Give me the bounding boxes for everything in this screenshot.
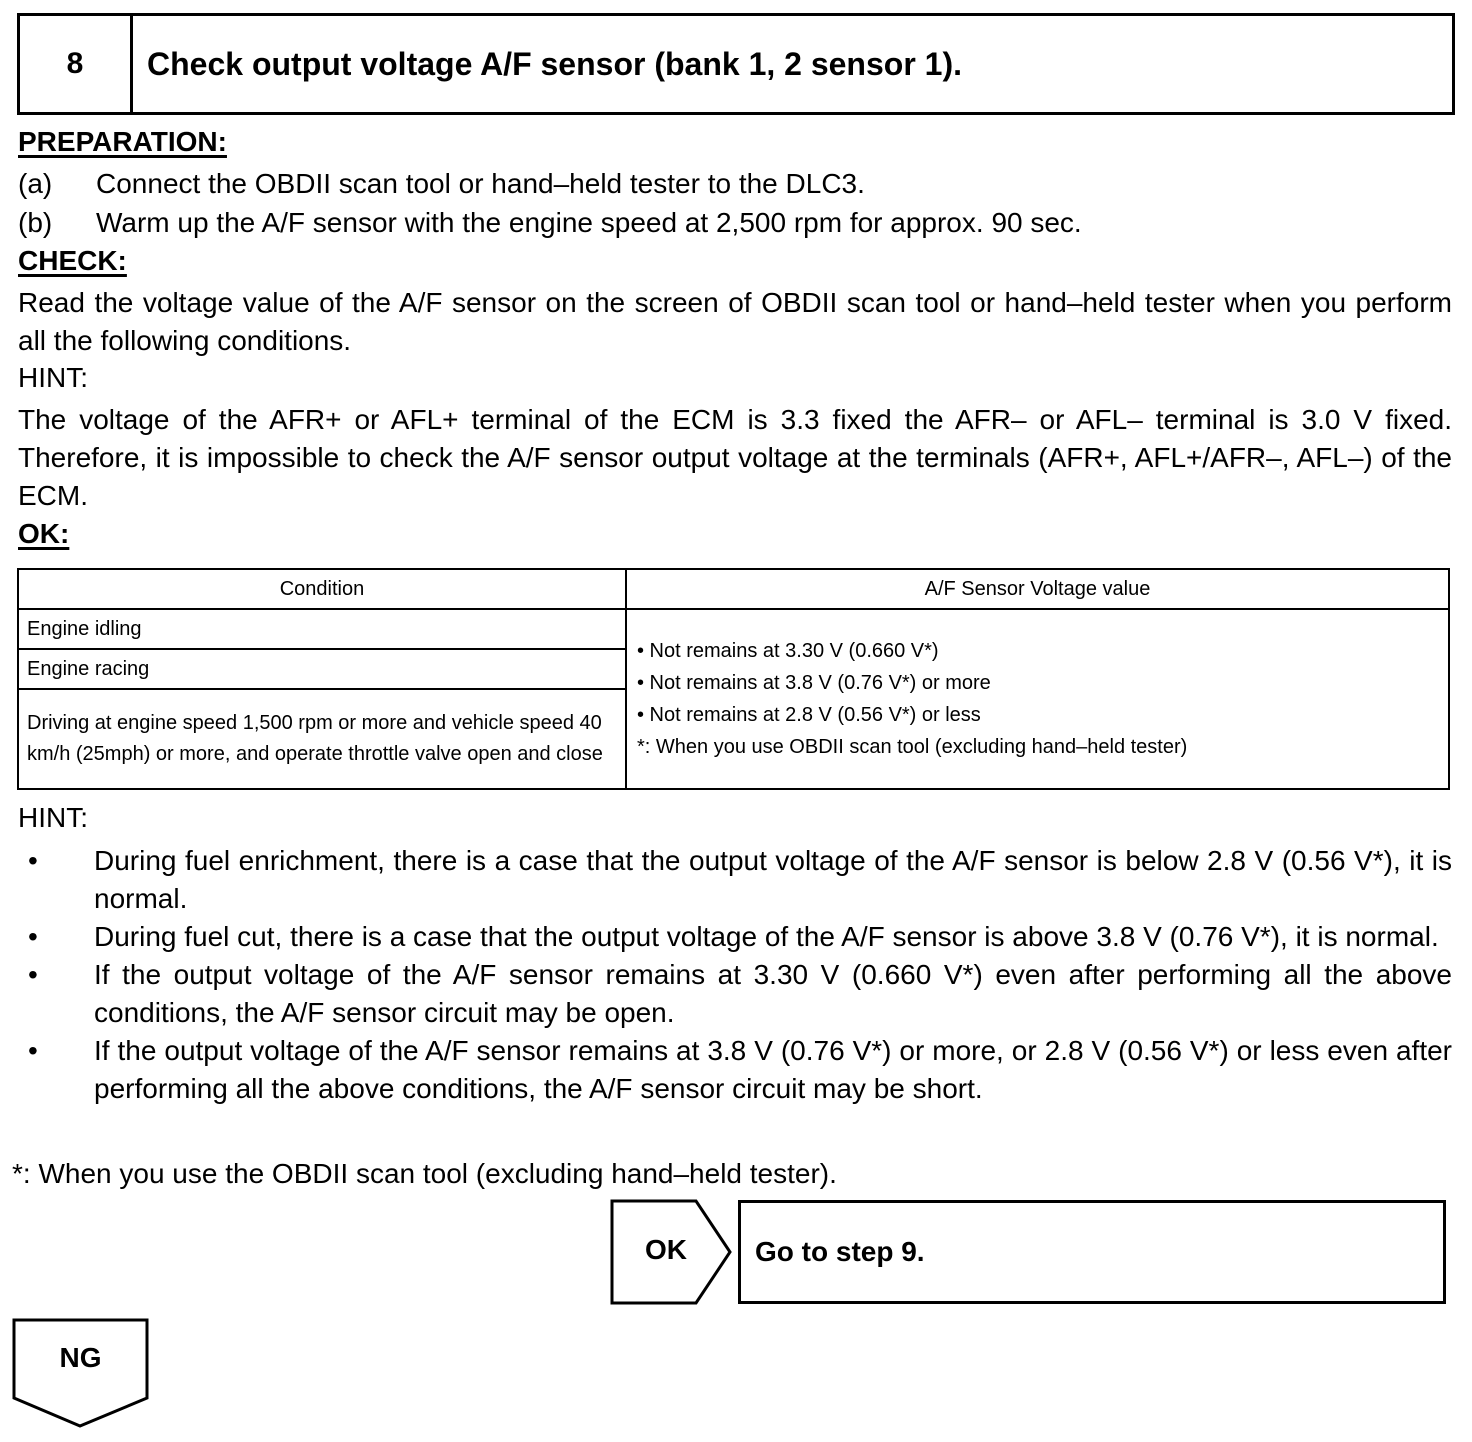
preparation-item-b xyxy=(18,207,1082,239)
bullet-icon: • xyxy=(28,921,38,952)
ok-table xyxy=(17,568,1450,790)
voltage-line: • Not remains at 3.8 V (0.76 V*) or more xyxy=(637,672,991,694)
bullet-icon: • xyxy=(28,959,38,990)
check-text: Read the voltage value of the A/F sensor on the screen of OBDII scan tool or hand–held tester when you perform all the following conditions. xyxy=(18,287,1452,356)
list-item: • During fuel enrichment, there is a case that the output voltage of the A/F sensor is below 2.8 V (0.56 V*), it is normal. xyxy=(18,842,1452,918)
down-arrow-icon xyxy=(12,1318,152,1430)
ok-result-box: Go to step 9. xyxy=(738,1200,1446,1304)
preparation-heading: PREPARATION: xyxy=(18,126,227,157)
item-label: (b) xyxy=(18,207,53,238)
check-hint-text: The voltage of the AFR+ or AFL+ terminal of the ECM is 3.3 fixed the AFR– or AFL– terminal is 3.0 V fixed. Therefore, it is impossible to check the A/F sensor output voltage at the terminals (AFR+, AFL+/AFR–, AFL–) of the ECM. xyxy=(18,404,1452,511)
bullet-icon: • xyxy=(28,1035,38,1066)
column-header-voltage: A/F Sensor Voltage value xyxy=(626,569,1449,609)
list-item: • During fuel cut, there is a case that the output voltage of the A/F sensor is above 3.8 V (0.76 V*), it is normal. xyxy=(18,918,1452,956)
check-hint-label: HINT: xyxy=(18,362,88,393)
voltage-footnote: *: When you use OBDII scan tool (excluding hand–held tester) xyxy=(637,736,1188,758)
hint-list xyxy=(18,842,1452,1108)
table-row xyxy=(18,609,1449,649)
item-text: Warm up the A/F sensor with the engine speed at 2,500 rpm for approx. 90 sec. xyxy=(96,207,1082,238)
column-header-condition: Condition xyxy=(18,569,626,609)
item-label: (a) xyxy=(18,168,53,199)
preparation-item-a xyxy=(18,168,865,200)
ok-label: OK xyxy=(645,1234,687,1265)
list-item: • If the output voltage of the A/F sensor remains at 3.30 V (0.660 V*) even after performing all the above conditions, the A/F sensor circuit may be open. xyxy=(18,956,1452,1032)
step-header xyxy=(17,13,1455,115)
voltage-cell xyxy=(626,609,1449,789)
voltage-line: • Not remains at 2.8 V (0.56 V*) or less xyxy=(637,704,981,726)
table-header-row xyxy=(18,569,1449,609)
condition-cell: Driving at engine speed 1,500 rpm or more and vehicle speed 40 km/h (25mph) or more, and operate throttle valve open and close xyxy=(18,689,626,789)
ng-arrow xyxy=(12,1318,152,1430)
ok-heading: OK: xyxy=(18,518,70,549)
voltage-line: • Not remains at 3.30 V (0.660 V*) xyxy=(637,640,939,662)
ng-label: NG xyxy=(59,1342,102,1373)
item-text: Connect the OBDII scan tool or hand–held tester to the DLC3. xyxy=(96,168,865,199)
condition-cell: Engine idling xyxy=(18,609,626,649)
bullet-icon: • xyxy=(28,845,38,876)
step-number: 8 xyxy=(20,16,133,112)
footnote: *: When you use the OBDII scan tool (excluding hand–held tester). xyxy=(12,1158,837,1189)
ok-arrow xyxy=(610,1199,734,1309)
condition-cell: Engine racing xyxy=(18,649,626,689)
check-heading: CHECK: xyxy=(18,245,127,276)
hint-label: HINT: xyxy=(18,802,88,833)
step-title: Check output voltage A/F sensor (bank 1, 2 sensor 1). xyxy=(147,45,962,82)
list-item: • If the output voltage of the A/F sensor remains at 3.8 V (0.76 V*) or more, or 2.8 V (0.56 V*) or less even after performing all the above conditions, the A/F sensor circuit may be short. xyxy=(18,1032,1452,1108)
